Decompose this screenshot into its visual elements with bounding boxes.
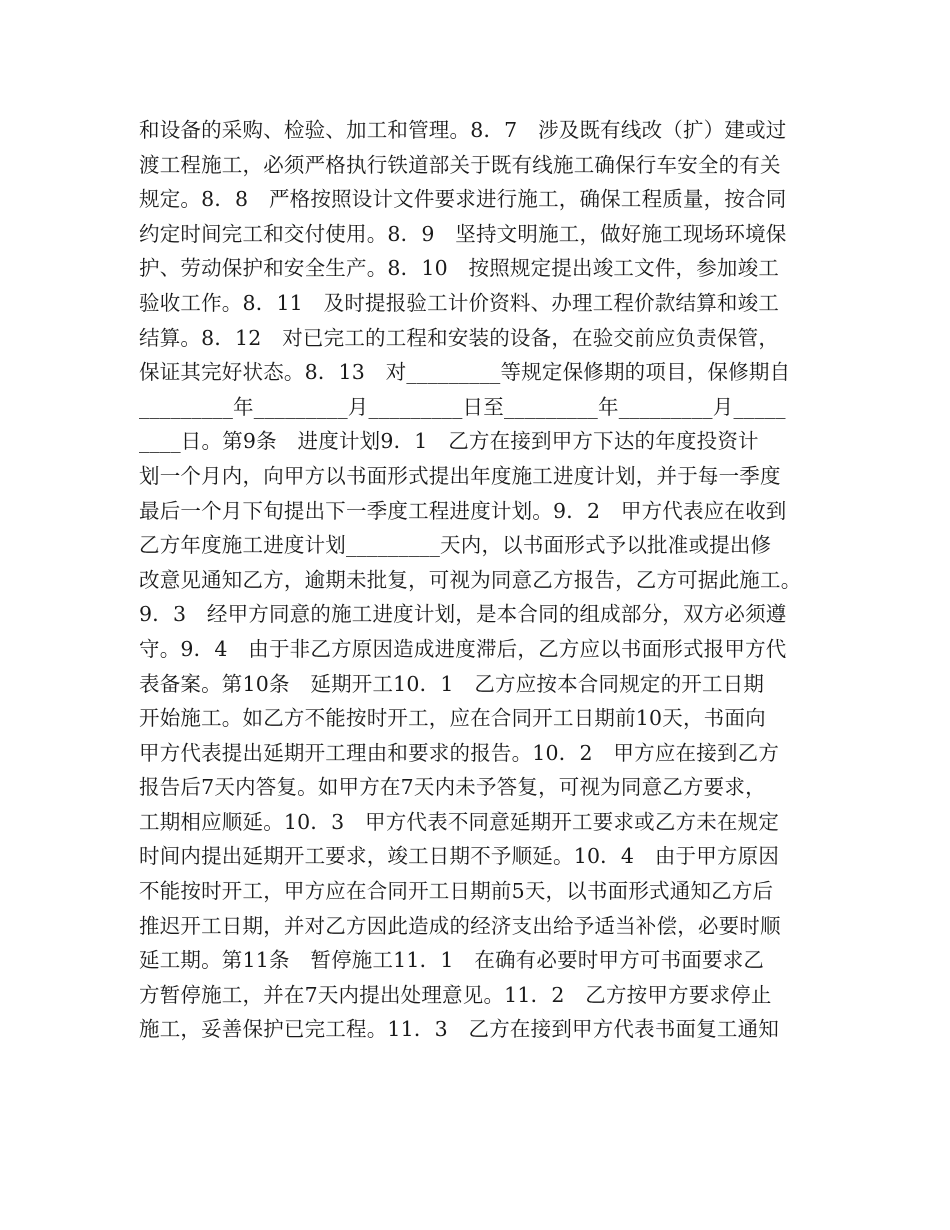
text-line: 9．3 经甲方同意的施工进度计划，是本合同的组成部分，双方必须遵 [139,602,787,627]
text-line: 开始施工。如乙方不能按时开工，应在合同开工日期前10天，书面向 [139,706,766,731]
text-line: 保证其完好状态。8．13 对_________等规定保修期的项目，保修期自 [139,360,791,385]
text-line: _________年_________月_________日至_________年_________月_____ [139,394,786,419]
text-line: 甲方代表提出延期开工理由和要求的报告。10．2 甲方应在接到乙方 [139,740,780,765]
text-line: 乙方年度施工进度计划_________天内，以书面形式予以批准或提出修 [139,533,772,558]
text-line: 划一个月内，向甲方以书面形式提出年度施工进度计划，并于每一季度 [139,463,781,488]
text-line: 推迟开工日期，并对乙方因此造成的经济支出给予适当补偿，必要时顺 [139,913,781,938]
text-line: 延工期。第11条 暂停施工11．1 在确有必要时甲方可书面要求乙 [139,948,765,973]
text-line: 改意见通知乙方，逾期未批复，可视为同意乙方报告，乙方可据此施工。 [139,567,802,592]
text-line: 渡工程施工，必须严格执行铁道部关于既有线施工确保行车安全的有关 [139,152,781,177]
text-line: ____日。第9条 进度计划9．1 乙方在接到甲方下达的年度投资计 [139,429,759,454]
text-line: 规定。8．8 严格按照设计文件要求进行施工，确保工程质量，按合同 [139,187,787,212]
text-line: 不能按时开工，甲方应在合同开工日期前5天，以书面形式通知乙方后 [139,879,774,904]
text-line: 时间内提出延期开工要求，竣工日期不予顺延。10．4 由于甲方原因 [139,844,780,869]
text-line: 报告后7天内答复。如甲方在7天内未予答复，可视为同意乙方要求， [139,775,766,800]
text-line: 验收工作。8．11 及时提报验工计价资料、办理工程价款结算和竣工 [139,290,780,315]
text-line: 最后一个月下旬提出下一季度工程进度计划。9．2 甲方代表应在收到 [139,498,787,523]
text-line: 约定时间完工和交付使用。8．9 坚持文明施工，做好施工现场环境保 [139,221,787,246]
contract-body-text [139,113,839,1047]
text-line: 工期相应顺延。10．3 甲方代表不同意延期开工要求或乙方未在规定 [139,809,780,834]
text-line: 结算。8．12 对已完工的工程和安装的设备，在验交前应负责保管， [139,325,780,350]
text-line: 守。9．4 由于非乙方原因造成进度滞后，乙方应以书面形式报甲方代 [139,636,787,661]
text-line: 护、劳动保护和安全生产。8．10 按照规定提出竣工文件，参加竣工 [139,256,780,281]
text-line: 和设备的采购、检验、加工和管理。8．7 涉及既有线改（扩）建或过 [139,118,787,142]
text-line: 施工，妥善保护已完工程。11．3 乙方在接到甲方代表书面复工通知 [139,1017,780,1042]
text-line: 方暂停施工，并在7天内提出处理意见。11．2 乙方按甲方要求停止 [139,982,772,1007]
text-line: 表备案。第10条 延期开工10．1 乙方应按本合同规定的开工日期 [139,671,765,696]
